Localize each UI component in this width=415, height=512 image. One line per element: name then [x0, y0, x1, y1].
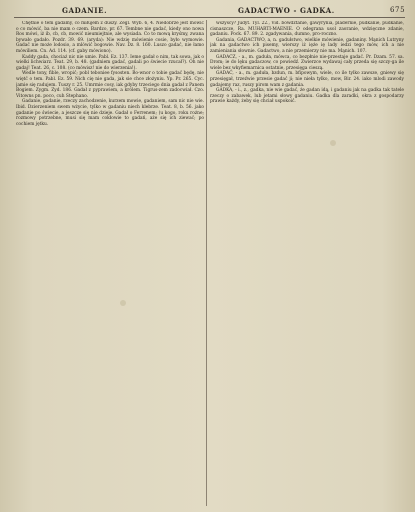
paper-stain: [120, 300, 126, 306]
left-column: [16, 21, 204, 508]
left-paragraph: Gadanie, gadanie, rzeczy zachodzenie, kurzem mowie, gadaniem, sam nic nie wie. Ibid. Dzierzeniem swem wżycie, tylko w gadaniu niech klebrze. Teat. 8, b. 56. jako gadanie po świecie, a jeszcze się nie dzieje. Gadał o Ferrenem; (u kogo, roku rożne; rozmowy potrzebne, musi się mam cokłowie to gadań, aże się ich ziewać; po cochiem jętku.: [16, 99, 204, 127]
paper-stain: [330, 140, 336, 146]
header-left-word: GADANIE.: [62, 6, 108, 15]
page-number: 675: [390, 6, 406, 14]
right-paragraph: Gadania, GADACTWO, a, n. gadułstwo, wielkie mówienie, gadaniny. Mąnich Lutryny jak na gadactwo ich pisemy, wierszy iż ięże ię lady iedzi tego mów, ich a nie zamieniania słownie. Gadactwo, a nie przemierzy nie ma. Mąnich. 107.: [210, 37, 404, 54]
right-paragraph: GADAĆ, - a., m. gaduła, bzdun, m. bfipowym, wiele, co ile tylko zawsze, gniewy się przesięgał, trzeźwie przesie gadać ji; nie nieła tylko, mow, Bir. 24. iako mlodi zawody gadajemy raz, ruszy pirom wam z gadania.: [210, 71, 404, 88]
left-paragraph: Kaddy gada, chociaż nic nie umie. Pabl. Ez. 137. Ieme gadał o nim, tak sowa, jak o wielki lichwiarz. Teat. 29, b. 48. (gadniem gadać, gadali po świecie rzucał?). Oh nie gadaj! Teat. 26, c. 108. (co mówisz! nie do wierzenia!).: [16, 54, 204, 71]
right-paragraph: GADKA, - i., z., gadka, nie wie gadać, że gadan idą, i gadaniu jak na gadka tak tatele rzeczy o zabawek, lub jetami słowy gadaniu. Gadka dla zaradki, okra z gospodarzy prawie każdy, żeby się chciał uspokoić.: [210, 88, 404, 105]
right-column: [210, 21, 404, 508]
right-paragraph: GADACZ, - a., m. gaduła, mówca, co bezpłnie nie-przestaje gadać. Pr. Dzam. 57. sa. Drom; ie do lęku gadaczow, co powiedź. Zwierzce wydawaj cały przeda się szczy-ga ile wiele bez wkyfiemarnica ostatnie, przesięga cieszą.: [210, 54, 404, 71]
header-rule: [14, 17, 405, 18]
right-paragraph: wszyscy? Judyt. Tyl. 22., Vid. bowdztanie, gawyrynia, pladernie, pudkanie, pudkanie, cisnaszcze, Ra. MUHARTI-MAENIE. O odegrana usol zaoranie, wdzięczne zdanie, gadaniu. Pock. 67. 89. 2. zgadywania, dumno, pro-roczno.: [210, 21, 404, 38]
left-paragraph: Wedle tony, fible, wropić; pobl teboniee fysosten. Bo-wnor o tobie gadać będę, nie więtć o tem. Pabl. Ez. 59. Nich cię nie gada, jak sie chce złożyniu. Yp. Pr. 265. Cyc. jamie się radujem. Tuszy r. 25. Umrmie cosy, iak gdyby trzeciego dnia gadał z Panem Bogiem. Zygm. Zyd. 186. Gadał z pyprawiem, a królem. Tigrus-zem zadocwiał. Czo. Vitowns pn. poco, cuh Stephano.: [16, 71, 204, 99]
left-paragraph: Chętnie o tem gadamy, co miłujem z duszy. Zegl. Wyb. 6, 4. Niedobrze jest mówić o co mówić, ba nie mam o czem. Bardzo, pr. 67. Tembne nie gadać, kiedy ono nowa Ros mówi, iż ib, cb, cb, mowić nieumiejtnie, ale wysiada. Co to mową kryśmy, zwana bywało gadało. Pozdr. 39. 69. (aryda): Nie wdzię mówienie cosie, było wymowie. Gadać nie może lodosio, a mlówić bogowie. Nav. Dz. 8. 160. Luszo gadać, nie łamo mówiliem. Cn. Ad. 114. (cf. gaby mówiono).: [16, 21, 204, 54]
header-center-word: GADACTWO - GADKA.: [238, 6, 335, 15]
column-divider: [206, 20, 207, 506]
